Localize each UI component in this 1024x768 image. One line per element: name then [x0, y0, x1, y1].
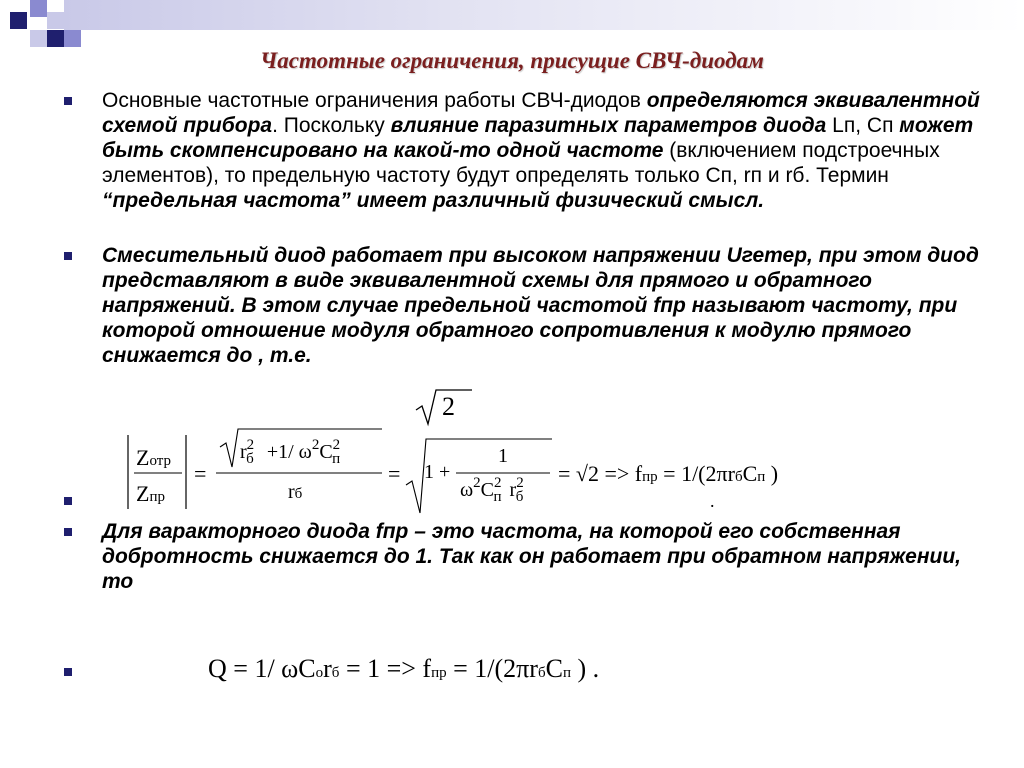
math-subscript: п	[562, 665, 571, 681]
formula-1	[120, 425, 860, 515]
paragraph-1	[102, 88, 982, 213]
math-superscript: 2	[246, 437, 255, 453]
slide-title: Частотные ограничения, присущие СВЧ-диодам	[260, 48, 764, 73]
math-symbol: r	[323, 654, 332, 683]
math-symbol: = 1/(2πr	[657, 461, 735, 486]
math-symbol: =	[194, 461, 207, 486]
math-symbol: )	[765, 461, 779, 486]
math-subscript: б	[246, 451, 254, 467]
deco-square	[47, 12, 64, 29]
math-symbol: +1/ ω	[266, 441, 312, 463]
math-superscript: 2	[473, 475, 481, 491]
math-superscript: 2	[516, 475, 524, 491]
math-symbol: C	[742, 461, 758, 486]
math-symbol: r	[288, 481, 295, 503]
deco-square	[10, 12, 27, 29]
math-symbol: .	[710, 491, 715, 511]
bullet-icon	[64, 668, 72, 676]
math-symbol: =	[388, 461, 401, 486]
bullet-icon	[64, 497, 72, 505]
math-superscript: 2	[311, 437, 320, 453]
math-subscript: б	[734, 469, 743, 485]
deco-square	[30, 0, 47, 17]
math-symbol: r	[509, 479, 517, 501]
math-subscript: б	[537, 665, 546, 681]
text-run: (включением подстроечных элементов), то предельную частоту будут определять только Сп, rп и rб. Термин	[102, 139, 940, 187]
math-symbol: Q = 1/ ωC	[208, 654, 316, 683]
math-symbol: ω	[460, 479, 474, 501]
text-run: . Поскольку	[272, 114, 391, 137]
math-symbol: Z	[136, 445, 150, 470]
math-subscript: пр	[642, 469, 658, 485]
paragraph-2: Смесительный диод работает при высоком напряжении Uгетер, при этом диод представляют в виде эквивалентной схемы для прямого и обратного напряжений. В этом случае предельной частотой fпр называют частоту, при которой отношение модуля обратного сопротивления к модулю прямого снижается до , т.е.	[102, 244, 979, 367]
text-run-emph: “предельная частота” имеет различный физический смысл.	[102, 189, 765, 212]
sqrt2-symbol	[414, 388, 474, 428]
math-subscript: б	[331, 665, 340, 681]
formula-2	[208, 654, 599, 684]
sqrt2-value: 2	[442, 392, 455, 421]
math-symbol: ) .	[570, 654, 600, 683]
math-subscript: б	[294, 486, 303, 502]
deco-square	[47, 30, 64, 47]
math-symbol: 1	[498, 445, 508, 467]
deco-square	[64, 30, 81, 47]
text-run: Lп, Сп	[826, 114, 900, 137]
text-run: Основные частотные ограничения работы СВЧ-диодов	[102, 89, 647, 112]
math-subscript: о	[315, 665, 324, 681]
math-subscript: п	[332, 451, 341, 467]
math-superscript: 2	[494, 475, 502, 491]
math-subscript: п	[493, 489, 502, 505]
math-symbol: = √2 => f	[558, 461, 643, 486]
header-gradient-bar	[64, 0, 1024, 30]
math-symbol: C	[319, 441, 333, 463]
math-subscript: п	[757, 469, 766, 485]
math-symbol: C	[545, 654, 563, 683]
deco-square	[30, 30, 47, 47]
bullet-icon	[64, 97, 72, 105]
math-subscript: пр	[431, 665, 447, 681]
text-run-emph: влияние паразитных параметров диода	[390, 114, 827, 137]
math-subscript: пр	[149, 489, 165, 505]
math-symbol: = 1/(2πr	[446, 654, 538, 683]
bullet-icon	[64, 252, 72, 260]
math-symbol: Z	[136, 481, 150, 506]
text-run-emph: может быть скомпенсировано на какой-то одной частоте	[102, 114, 974, 162]
math-symbol: r	[240, 441, 247, 463]
math-symbol: = 1 => f	[339, 654, 432, 683]
math-symbol: 1 +	[424, 461, 451, 483]
text-run-emph: определяются эквивалентной схемой прибора	[102, 89, 980, 137]
math-symbol: C	[480, 479, 495, 501]
math-superscript: 2	[332, 437, 341, 453]
math-subscript: б	[515, 489, 524, 505]
bullet-icon	[64, 528, 72, 536]
math-subscript: отр	[149, 453, 171, 469]
paragraph-3: Для варакторного диода fпр – это частота, на которой его собственная добротность снижается до 1. Так как он работает при обратном напряжении, то	[102, 520, 962, 593]
